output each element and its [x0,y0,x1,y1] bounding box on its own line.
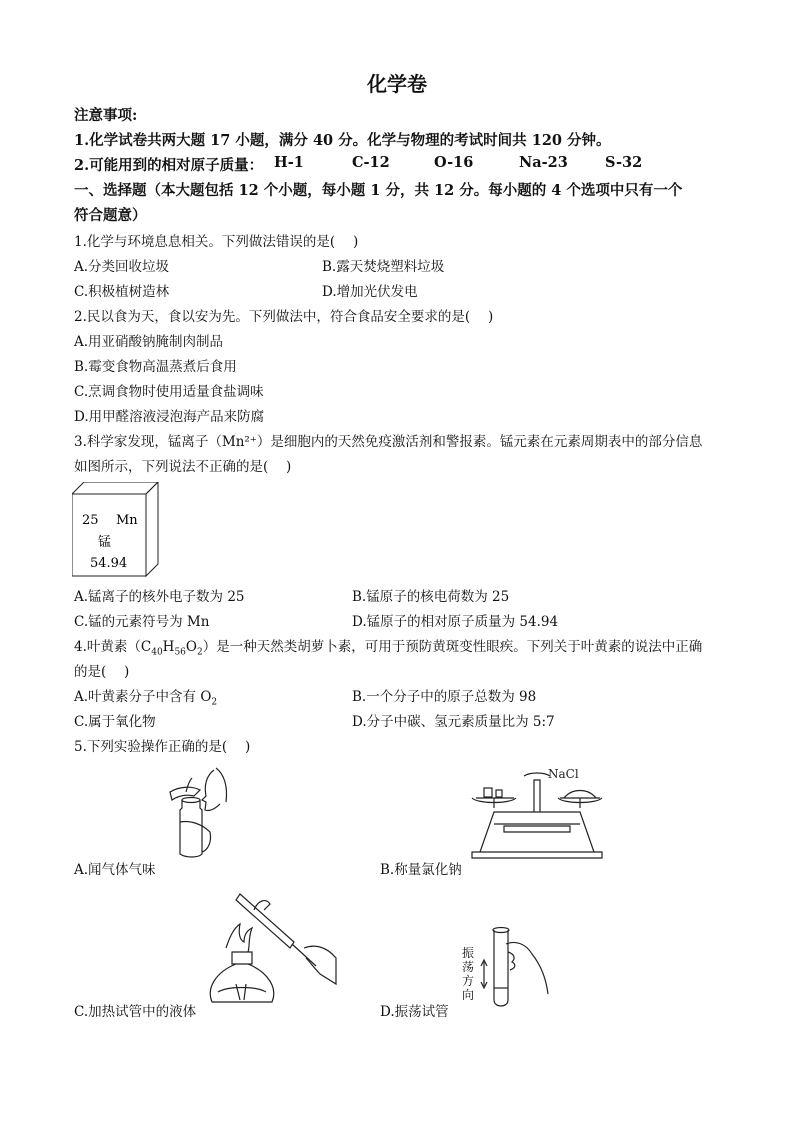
element-card [72,482,162,578]
q5-option-c: C.加热试管中的液体 [74,1004,197,1020]
nacl-label: NaCl [548,767,579,781]
element-name: 锰 [98,535,112,550]
mass-c: C-12 [352,154,390,171]
q1-option-c: C.积极植树造林 [74,284,170,300]
page-title: 化学卷 [367,72,427,96]
q3-option-b: B.锰原子的核电荷数为 25 [352,589,510,605]
q3-option-a: A.锰离子的核外电子数为 25 [74,589,245,605]
section-heading: 一、选择题（本大题包括 12 个小题，每小题 1 分，共 12 分。每小题的 4 个选项中只有一个 [74,182,683,199]
q3-option-d: D.锰原子的相对原子质量为 54.94 [352,614,559,630]
mass-o: O-16 [434,154,474,171]
mass-s: S-32 [605,154,643,171]
heating-figure [196,888,346,1014]
q1-option-b: B.露天焚烧塑料垃圾 [322,259,445,275]
shake-tube-figure [476,922,556,1014]
q5-option-d: D.振荡试管 [380,1004,449,1020]
section-heading-cont: 符合题意） [74,207,147,224]
q5-option-a: A.闻气体气味 [74,862,156,878]
q3-stem-cont: 如图所示，下列说法不正确的是( ) [74,459,292,475]
notice-item-1: 1.化学试卷共两大题 17 小题，满分 40 分。化学与物理的考试时间共 120 分钟。 [74,132,611,149]
smell-gas-figure [160,762,238,864]
q5-option-b: B.称量氯化钠 [380,862,462,878]
q2-stem: 2.民以食为天，食以安为先。下列做法中，符合食品安全要求的是( ) [74,309,494,325]
q1-option-a: A.分类回收垃圾 [74,259,170,275]
mass-na: Na-23 [519,154,568,171]
atomic-number: 25 [82,513,99,528]
mass-h: H-1 [274,154,304,171]
notice-heading: 注意事项: [74,107,138,124]
q5-stem: 5.下列实验操作正确的是( ) [74,739,251,755]
q4-option-b: B.一个分子中的原子总数为 98 [352,689,537,705]
q4-option-d: D.分子中碳、氢元素质量比为 5:7 [352,714,555,730]
q4-option-c: C.属于氧化物 [74,714,156,730]
q1-option-d: D.增加光伏发电 [322,284,418,300]
q2-option-d: D.用甲醛溶液浸泡海产品来防腐 [74,409,265,425]
q2-option-b: B.霉变食物高温蒸煮后食用 [74,359,237,375]
q2-option-a: A.用亚硝酸钠腌制肉制品 [74,334,224,350]
q3-stem: 3.科学家发现，锰离子（Mn²⁺）是细胞内的天然免疫激活剂和警报素。锰元素在元素周期表中的部分信息 [74,434,703,450]
shake-direction-label: 振 荡 方 向 [462,946,475,1002]
q2-option-c: C.烹调食物时使用适量食盐调味 [74,384,264,400]
notice-item-2-label: 2.可能用到的相对原子质量： [74,157,264,174]
atomic-mass: 54.94 [90,556,128,571]
q4-option-a: A.叶黄素分子中含有 $O_2$ [74,689,218,708]
q4-stem: 4.叶黄素$(C_{40}H_{56}O_2)$是一种天然类胡萝卜素，可用于预防黄斑变性眼疾。下列关于叶黄素的说法中正确 [74,639,703,658]
balance-figure [464,762,610,864]
element-symbol: Mn [116,513,138,528]
q1-stem: 1.化学与环境息息相关。下列做法错误的是( ) [74,234,359,250]
q4-stem-cont: 的是( ) [74,664,130,680]
q3-option-c: C.锰的元素符号为 Mn [74,614,210,630]
